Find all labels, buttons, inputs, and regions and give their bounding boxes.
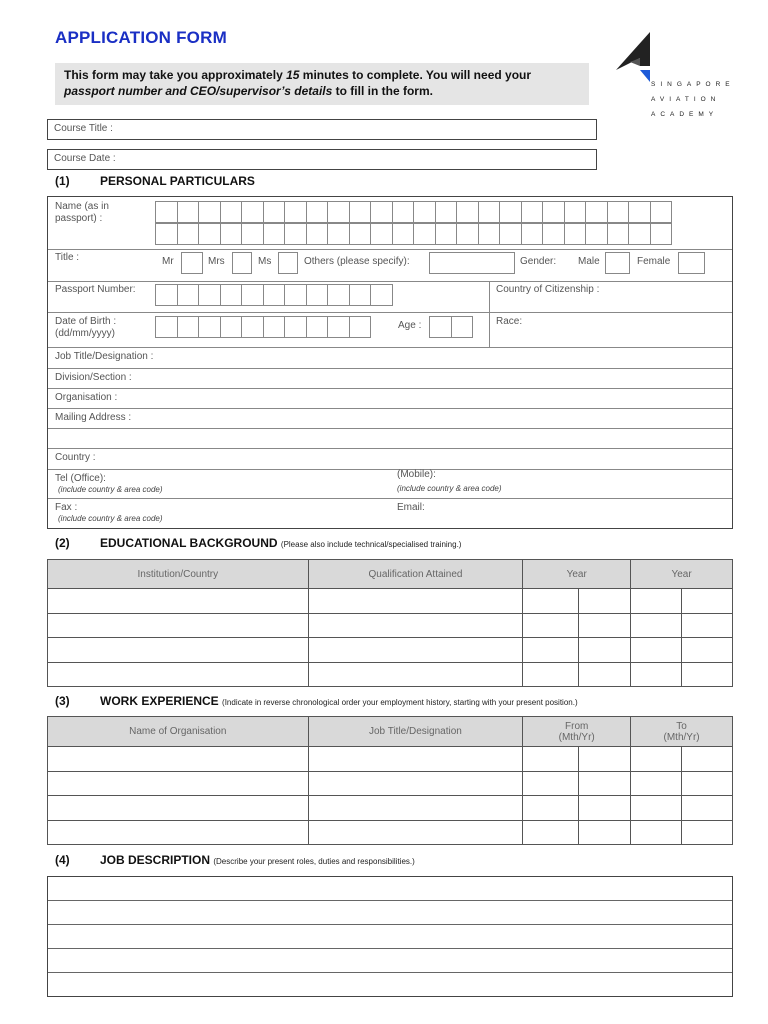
table-row bbox=[48, 747, 733, 772]
char-cell[interactable] bbox=[284, 316, 307, 338]
age-label: Age : bbox=[398, 320, 422, 331]
char-cell[interactable] bbox=[220, 284, 243, 306]
char-cell[interactable] bbox=[155, 201, 178, 223]
citizenship-label: Country of Citizenship : bbox=[496, 284, 600, 295]
work-header-to bbox=[631, 717, 733, 747]
email-label: Email: bbox=[397, 502, 425, 513]
char-cell[interactable] bbox=[349, 284, 372, 306]
char-cell[interactable] bbox=[392, 223, 415, 245]
course-title-field[interactable] bbox=[47, 119, 597, 140]
char-cell[interactable] bbox=[263, 201, 286, 223]
table-cell[interactable] bbox=[48, 613, 309, 638]
char-cell[interactable] bbox=[198, 223, 221, 245]
char-cell[interactable] bbox=[521, 201, 544, 223]
table-cell[interactable] bbox=[308, 747, 523, 772]
char-cell[interactable] bbox=[429, 316, 452, 338]
section-3-note: (Indicate in reverse chronological order your employment history, starting with your present position.) bbox=[222, 698, 578, 707]
mrs-checkbox[interactable] bbox=[232, 252, 252, 274]
char-cell[interactable] bbox=[220, 316, 243, 338]
char-cell[interactable] bbox=[241, 284, 264, 306]
table-cell[interactable] bbox=[579, 771, 631, 796]
char-cell[interactable] bbox=[263, 284, 286, 306]
char-cell[interactable] bbox=[349, 223, 372, 245]
table-cell[interactable] bbox=[48, 638, 309, 663]
table-cell[interactable] bbox=[682, 662, 733, 687]
mrs-label: Mrs bbox=[208, 256, 225, 267]
table-cell[interactable] bbox=[48, 662, 309, 687]
edu-header-year-2: Year bbox=[631, 560, 733, 589]
table-cell[interactable] bbox=[308, 613, 523, 638]
table-cell[interactable] bbox=[48, 820, 309, 845]
table-cell[interactable] bbox=[523, 638, 579, 663]
char-cell[interactable] bbox=[177, 201, 200, 223]
table-cell[interactable] bbox=[682, 589, 733, 614]
section-3-number: (3) bbox=[55, 694, 70, 708]
course-date-field[interactable] bbox=[47, 149, 597, 170]
char-cell[interactable] bbox=[607, 223, 630, 245]
section-4-number: (4) bbox=[55, 853, 70, 867]
char-cell[interactable] bbox=[456, 201, 479, 223]
table-cell[interactable] bbox=[308, 662, 523, 687]
table-row bbox=[48, 638, 733, 663]
table-cell[interactable] bbox=[523, 796, 579, 821]
male-checkbox[interactable] bbox=[605, 252, 630, 274]
work-experience-table bbox=[47, 716, 733, 845]
logo-line-1: SINGAPORE bbox=[651, 81, 735, 88]
char-cell[interactable] bbox=[327, 201, 350, 223]
char-cell[interactable] bbox=[220, 223, 243, 245]
passport-cells[interactable] bbox=[156, 284, 393, 306]
table-cell[interactable] bbox=[682, 820, 733, 845]
ms-label: Ms bbox=[258, 256, 272, 267]
char-cell[interactable] bbox=[435, 201, 458, 223]
char-cell[interactable] bbox=[607, 201, 630, 223]
section-4-heading bbox=[55, 853, 415, 867]
name-label-2: passport) : bbox=[55, 213, 103, 224]
table-cell[interactable] bbox=[579, 638, 631, 663]
table-cell[interactable] bbox=[579, 747, 631, 772]
char-cell[interactable] bbox=[263, 316, 286, 338]
name-cells-row-1[interactable] bbox=[156, 201, 672, 223]
job-description-box[interactable] bbox=[47, 876, 733, 997]
char-cell[interactable] bbox=[499, 223, 522, 245]
char-cell[interactable] bbox=[284, 284, 307, 306]
form-title: APPLICATION FORM bbox=[55, 28, 227, 47]
char-cell[interactable] bbox=[284, 201, 307, 223]
char-cell[interactable] bbox=[306, 223, 329, 245]
division-label: Division/Section : bbox=[55, 372, 132, 383]
job-description-line[interactable] bbox=[48, 901, 732, 925]
edu-header-institution: Institution/Country bbox=[48, 560, 309, 589]
section-2-heading bbox=[55, 536, 461, 550]
char-cell[interactable] bbox=[198, 316, 221, 338]
char-cell[interactable] bbox=[456, 223, 479, 245]
char-cell[interactable] bbox=[306, 201, 329, 223]
logo-mark-icon bbox=[614, 30, 654, 82]
course-title-label: Course Title : bbox=[54, 123, 113, 134]
work-header-job-title: Job Title/Designation bbox=[308, 717, 523, 747]
char-cell[interactable] bbox=[435, 223, 458, 245]
work-header-from-line-2: (Mth/Yr) bbox=[558, 731, 595, 743]
intro-italic: passport number and CEO/supervisor’s details bbox=[64, 84, 333, 98]
table-cell[interactable] bbox=[48, 796, 309, 821]
work-header-to-line-1: To bbox=[676, 720, 687, 732]
char-cell[interactable] bbox=[392, 201, 415, 223]
name-label-1: Name (as in bbox=[55, 201, 109, 212]
table-cell[interactable] bbox=[308, 771, 523, 796]
char-cell[interactable] bbox=[327, 284, 350, 306]
intro-text-1: This form may take you approximately bbox=[64, 68, 287, 82]
char-cell[interactable] bbox=[306, 284, 329, 306]
tel-office-label: Tel (Office): bbox=[55, 473, 106, 484]
section-2-number: (2) bbox=[55, 536, 70, 550]
section-1-number: (1) bbox=[55, 174, 70, 188]
char-cell[interactable] bbox=[241, 316, 264, 338]
table-cell[interactable] bbox=[48, 771, 309, 796]
table-cell[interactable] bbox=[523, 747, 579, 772]
edu-header-year-1: Year bbox=[523, 560, 631, 589]
fax-label: Fax : bbox=[55, 502, 78, 513]
tel-office-note: (include country & area code) bbox=[58, 485, 163, 494]
table-cell[interactable] bbox=[579, 796, 631, 821]
dob-cells[interactable] bbox=[156, 316, 371, 338]
female-label: Female bbox=[637, 256, 671, 267]
job-description-line[interactable] bbox=[48, 973, 732, 997]
table-cell[interactable] bbox=[682, 638, 733, 663]
char-cell[interactable] bbox=[370, 223, 393, 245]
others-label: Others (please specify): bbox=[304, 256, 410, 267]
table-cell[interactable] bbox=[308, 589, 523, 614]
char-cell[interactable] bbox=[564, 223, 587, 245]
mr-checkbox[interactable] bbox=[181, 252, 203, 274]
table-cell[interactable] bbox=[631, 820, 682, 845]
job-description-line[interactable] bbox=[48, 877, 732, 901]
intro-minutes: 15 bbox=[286, 68, 300, 82]
organisation-label: Organisation : bbox=[55, 392, 118, 403]
table-cell[interactable] bbox=[682, 796, 733, 821]
table-cell[interactable] bbox=[682, 747, 733, 772]
table-row bbox=[48, 771, 733, 796]
table-cell[interactable] bbox=[579, 662, 631, 687]
mobile-label: (Mobile): bbox=[397, 469, 436, 480]
char-cell[interactable] bbox=[451, 316, 474, 338]
job-title-label: Job Title/Designation : bbox=[55, 351, 154, 362]
char-cell[interactable] bbox=[542, 223, 565, 245]
section-1-heading bbox=[55, 174, 255, 188]
table-cell[interactable] bbox=[631, 771, 682, 796]
char-cell[interactable] bbox=[177, 284, 200, 306]
table-cell[interactable] bbox=[579, 589, 631, 614]
academy-logo bbox=[614, 30, 734, 130]
char-cell[interactable] bbox=[327, 223, 350, 245]
others-input[interactable] bbox=[429, 252, 515, 274]
char-cell[interactable] bbox=[177, 223, 200, 245]
table-cell[interactable] bbox=[631, 638, 682, 663]
char-cell[interactable] bbox=[413, 201, 436, 223]
table-cell[interactable] bbox=[523, 613, 579, 638]
name-cells-row-2[interactable] bbox=[156, 223, 672, 245]
table-cell[interactable] bbox=[579, 613, 631, 638]
char-cell[interactable] bbox=[542, 201, 565, 223]
table-cell[interactable] bbox=[631, 796, 682, 821]
table-cell[interactable] bbox=[631, 589, 682, 614]
table-cell[interactable] bbox=[308, 796, 523, 821]
course-date-label: Course Date : bbox=[54, 153, 116, 164]
logo-line-2: AVIATION bbox=[651, 96, 721, 103]
table-cell[interactable] bbox=[308, 638, 523, 663]
table-cell[interactable] bbox=[48, 747, 309, 772]
char-cell[interactable] bbox=[564, 201, 587, 223]
male-label: Male bbox=[578, 256, 600, 267]
char-cell[interactable] bbox=[628, 201, 651, 223]
char-cell[interactable] bbox=[628, 223, 651, 245]
intro-text-3: to fill in the form. bbox=[332, 84, 433, 98]
char-cell[interactable] bbox=[220, 201, 243, 223]
ms-checkbox[interactable] bbox=[278, 252, 298, 274]
work-header-to-line-2: (Mth/Yr) bbox=[663, 731, 700, 743]
dob-label-2: (dd/mm/yyyy) bbox=[55, 328, 115, 339]
table-cell[interactable] bbox=[631, 662, 682, 687]
title-label: Title : bbox=[55, 252, 80, 263]
char-cell[interactable] bbox=[155, 316, 178, 338]
section-2-title: EDUCATIONAL BACKGROUND bbox=[100, 536, 278, 550]
char-cell[interactable] bbox=[650, 223, 673, 245]
char-cell[interactable] bbox=[284, 223, 307, 245]
work-header-from-line-1: From bbox=[565, 720, 589, 732]
section-3-title: WORK EXPERIENCE bbox=[100, 694, 219, 708]
female-checkbox[interactable] bbox=[678, 252, 705, 274]
char-cell[interactable] bbox=[413, 223, 436, 245]
char-cell[interactable] bbox=[241, 223, 264, 245]
mr-label: Mr bbox=[162, 256, 174, 267]
age-cells[interactable] bbox=[430, 316, 473, 338]
char-cell[interactable] bbox=[370, 201, 393, 223]
table-cell[interactable] bbox=[682, 771, 733, 796]
section-2-note: (Please also include technical/specialised training.) bbox=[280, 540, 462, 549]
job-description-line[interactable] bbox=[48, 925, 732, 949]
char-cell[interactable] bbox=[650, 201, 673, 223]
table-row bbox=[48, 589, 733, 614]
char-cell[interactable] bbox=[198, 284, 221, 306]
char-cell[interactable] bbox=[585, 201, 608, 223]
personal-particulars-panel bbox=[47, 196, 733, 529]
logo-line-3: ACADEMY bbox=[651, 111, 719, 118]
mobile-note: (include country & area code) bbox=[397, 484, 502, 493]
table-cell[interactable] bbox=[523, 589, 579, 614]
char-cell[interactable] bbox=[263, 223, 286, 245]
char-cell[interactable] bbox=[478, 223, 501, 245]
table-cell[interactable] bbox=[523, 820, 579, 845]
table-row bbox=[48, 820, 733, 845]
intro-note bbox=[55, 63, 589, 105]
table-cell[interactable] bbox=[523, 771, 579, 796]
table-cell[interactable] bbox=[48, 589, 309, 614]
dob-label-1: Date of Birth : bbox=[55, 316, 117, 327]
education-table bbox=[47, 559, 733, 687]
mailing-address-label: Mailing Address : bbox=[55, 412, 132, 423]
char-cell[interactable] bbox=[499, 201, 522, 223]
country-label: Country : bbox=[55, 452, 96, 463]
char-cell[interactable] bbox=[349, 201, 372, 223]
passport-label: Passport Number: bbox=[55, 284, 136, 295]
edu-header-qualification: Qualification Attained bbox=[308, 560, 523, 589]
section-3-heading bbox=[55, 694, 578, 708]
table-cell[interactable] bbox=[631, 747, 682, 772]
table-cell[interactable] bbox=[308, 820, 523, 845]
table-cell[interactable] bbox=[523, 662, 579, 687]
job-description-line[interactable] bbox=[48, 949, 732, 973]
char-cell[interactable] bbox=[198, 201, 221, 223]
table-row bbox=[48, 613, 733, 638]
gender-label: Gender: bbox=[520, 256, 557, 267]
char-cell[interactable] bbox=[521, 223, 544, 245]
table-cell[interactable] bbox=[631, 613, 682, 638]
section-1-title: PERSONAL PARTICULARS bbox=[100, 174, 255, 188]
work-header-from bbox=[523, 717, 631, 747]
section-4-note: (Describe your present roles, duties and responsibilities.) bbox=[213, 857, 415, 866]
table-cell[interactable] bbox=[579, 820, 631, 845]
section-4-title: JOB DESCRIPTION bbox=[100, 853, 211, 867]
char-cell[interactable] bbox=[306, 316, 329, 338]
char-cell[interactable] bbox=[585, 223, 608, 245]
char-cell[interactable] bbox=[327, 316, 350, 338]
table-row bbox=[48, 796, 733, 821]
char-cell[interactable] bbox=[349, 316, 372, 338]
char-cell[interactable] bbox=[478, 201, 501, 223]
intro-text-2: minutes to complete. You will need your bbox=[299, 68, 532, 82]
char-cell[interactable] bbox=[241, 201, 264, 223]
char-cell[interactable] bbox=[155, 223, 178, 245]
table-cell[interactable] bbox=[682, 613, 733, 638]
char-cell[interactable] bbox=[155, 284, 178, 306]
char-cell[interactable] bbox=[370, 284, 393, 306]
table-row bbox=[48, 662, 733, 687]
race-label: Race: bbox=[496, 316, 523, 327]
work-header-organisation: Name of Organisation bbox=[48, 717, 309, 747]
char-cell[interactable] bbox=[177, 316, 200, 338]
fax-note: (include country & area code) bbox=[58, 514, 163, 523]
